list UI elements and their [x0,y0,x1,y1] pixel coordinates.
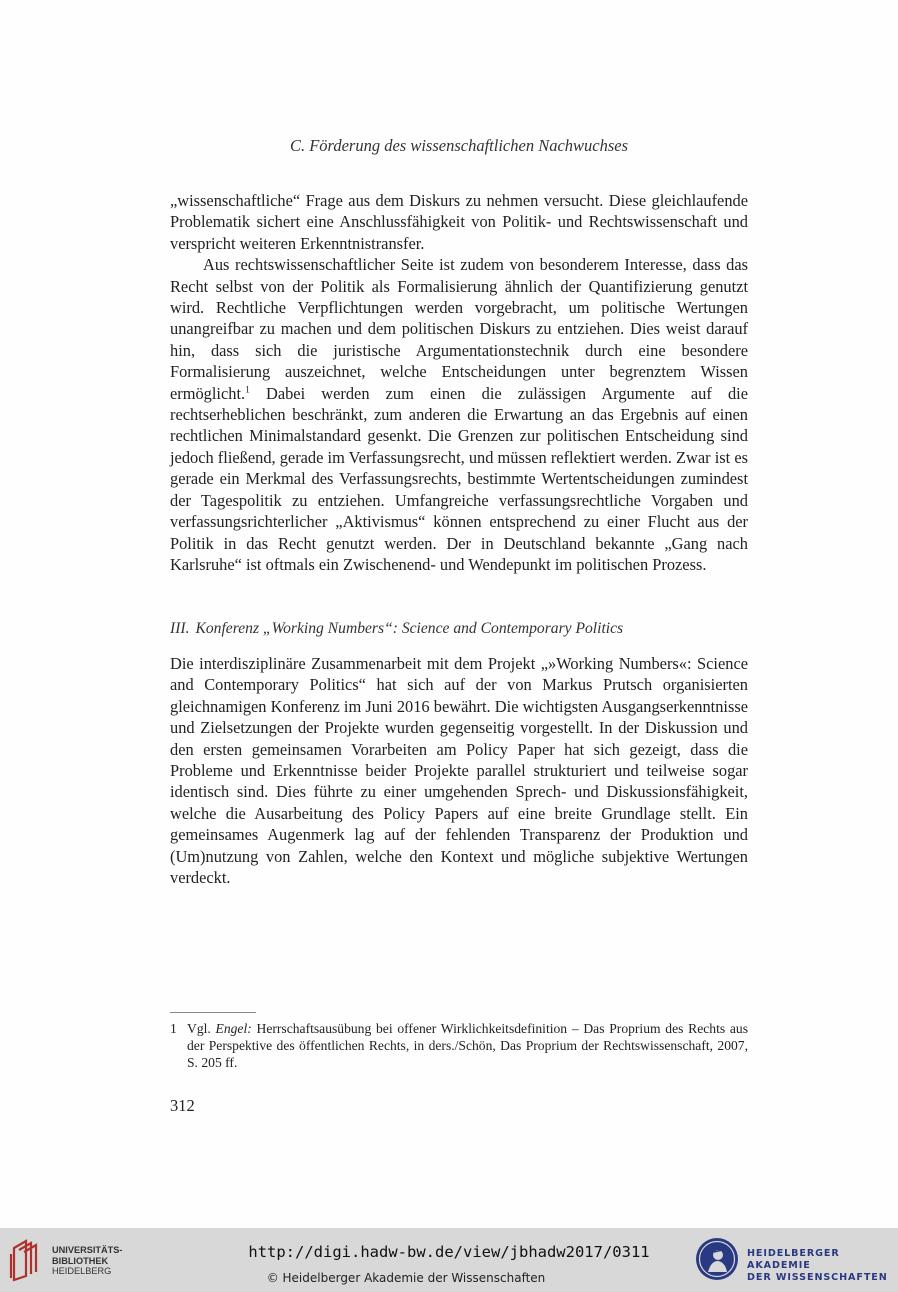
footnote-separator [170,1012,256,1013]
page-number: 312 [170,1096,195,1115]
paragraph-law-formalisation [170,254,748,575]
footnote-reference[interactable]: 1 [245,385,250,396]
paragraph-text-cont: Dabei werden zum einen die zulässigen Argumente auf die rechtserheblichen beschränkt, zum anderen die Erwartung an das Ergebnis auf einen rechtlichen Minimalstandard gesenkt. Die Grenzen zur politischen Entscheidung sind jedoch fließend, gerade im Verfassungsrecht, und müssen reflektiert werden. Zwar ist es gerade ein Merkmal des Verfassungsrechts, bestimmte Wertentscheidungen zumindest der Tagespolitik zu entziehen. Umfangreiche verfassungsrechtliche Vorgaben und verfassungsrichterlicher „Aktivismus“ können entsprechend zu einer Flucht aus der Politik in das Recht genutzt werden. Der in Deutschland bekannte „Gang nach Karlsruhe“ ist oftmals ein Zwischenend- und Wendepunkt im politischen Prozess. [170,383,748,574]
ub-line-1: UNIVERSITÄTS- [52,1245,123,1255]
academy-line-2: DER WISSENSCHAFTEN [747,1272,888,1283]
section-heading [170,620,748,638]
footnote-prefix: Vgl. [187,1021,211,1036]
section-number: III. [170,620,190,637]
academy-line-1: HEIDELBERGER AKADEMIE [747,1248,840,1271]
body-text-upper [170,190,748,575]
footnote [170,1020,748,1072]
academy-seal-icon[interactable] [694,1236,740,1282]
permalink-url[interactable]: http://digi.hadw-bw.de/view/jbhadw2017/0311 [248,1243,650,1261]
footnote-text: Herrschaftsausübung bei offener Wirklichkeitsdefinition – Das Proprium des Rechts aus der Perspektive des öffentlichen Rechts, in ders./Schön, Das Proprium der Rechtswissenschaft, 2007, S. 205 ff. [187,1021,748,1071]
section-title: Konferenz „Working Numbers“: Science and Contemporary Politics [195,620,624,637]
paragraph-continued: „wissenschaftliche“ Frage aus dem Diskurs zu nehmen versucht. Diese gleichlaufende Problematik sichert eine Anschlussfähigkeit von Politik- und Rechtswissenschaft und verspricht weiteren Erkenntnistransfer. [170,191,748,253]
footnote-body [187,1020,748,1072]
paragraph-text: Aus rechtswissenschaftlicher Seite ist zudem von besonderem Interesse, dass das Recht selbst von der Politik als Formalisierung ähnlich der Quantifizierung genutzt wird. Rechtliche Verpflichtungen werden vorgebracht, um politische Wertungen unangreifbar zu machen und dem politischen Diskurs zu entziehen. Dies weist darauf hin, dass sich die juristische Argumentationstechnik durch eine besondere Formalisierung auszeichnet, welche Entscheidungen unter begrenztem Wissen ermöglicht. [170,255,748,403]
body-text-lower [170,653,748,888]
footnote-author: Engel: [215,1021,252,1036]
ub-line-2: BIBLIOTHEK [52,1255,109,1266]
copyright-notice: © Heidelberger Akademie der Wissenschaften [266,1271,546,1285]
footnote-number: 1 [170,1021,177,1036]
running-head: C. Förderung des wissenschaftlichen Nachwuchses [289,136,629,155]
academy-name [747,1248,898,1284]
paragraph-conference: Die interdisziplinäre Zusammenarbeit mit dem Projekt „»Working Numbers«: Science and Contemporary Politics“ hat sich auf der von Markus Prutsch organisierten gleichnamigen Konferenz im Juni 2016 bewährt. Die wichtigsten Ausgangserkenntnisse und Zielsetzungen der Projekte wurden gegenseitig vorgestellt. In der Diskussion und den ersten gemeinsamen Vorarbeiten am Policy Paper hat sich gezeigt, dass die Probleme und Erkenntnisse beider Projekte parallel strukturiert und teilweise sogar identisch sind. Dies führte zu einer umgehenden Sprech- und Diskussionsfähigkeit, welche die Ausarbeitung des Policy Papers auf eine breite Grundlage stellt. Ein gemeinsames Augenmerk lag auf der fehlenden Transparenz der Produktion und (Um)nutzung von Zahlen, welche den Kontext und mögliche subjektive Wertungen verdeckt. [170,654,748,888]
ub-line-3: HEIDELBERG [52,1266,112,1276]
